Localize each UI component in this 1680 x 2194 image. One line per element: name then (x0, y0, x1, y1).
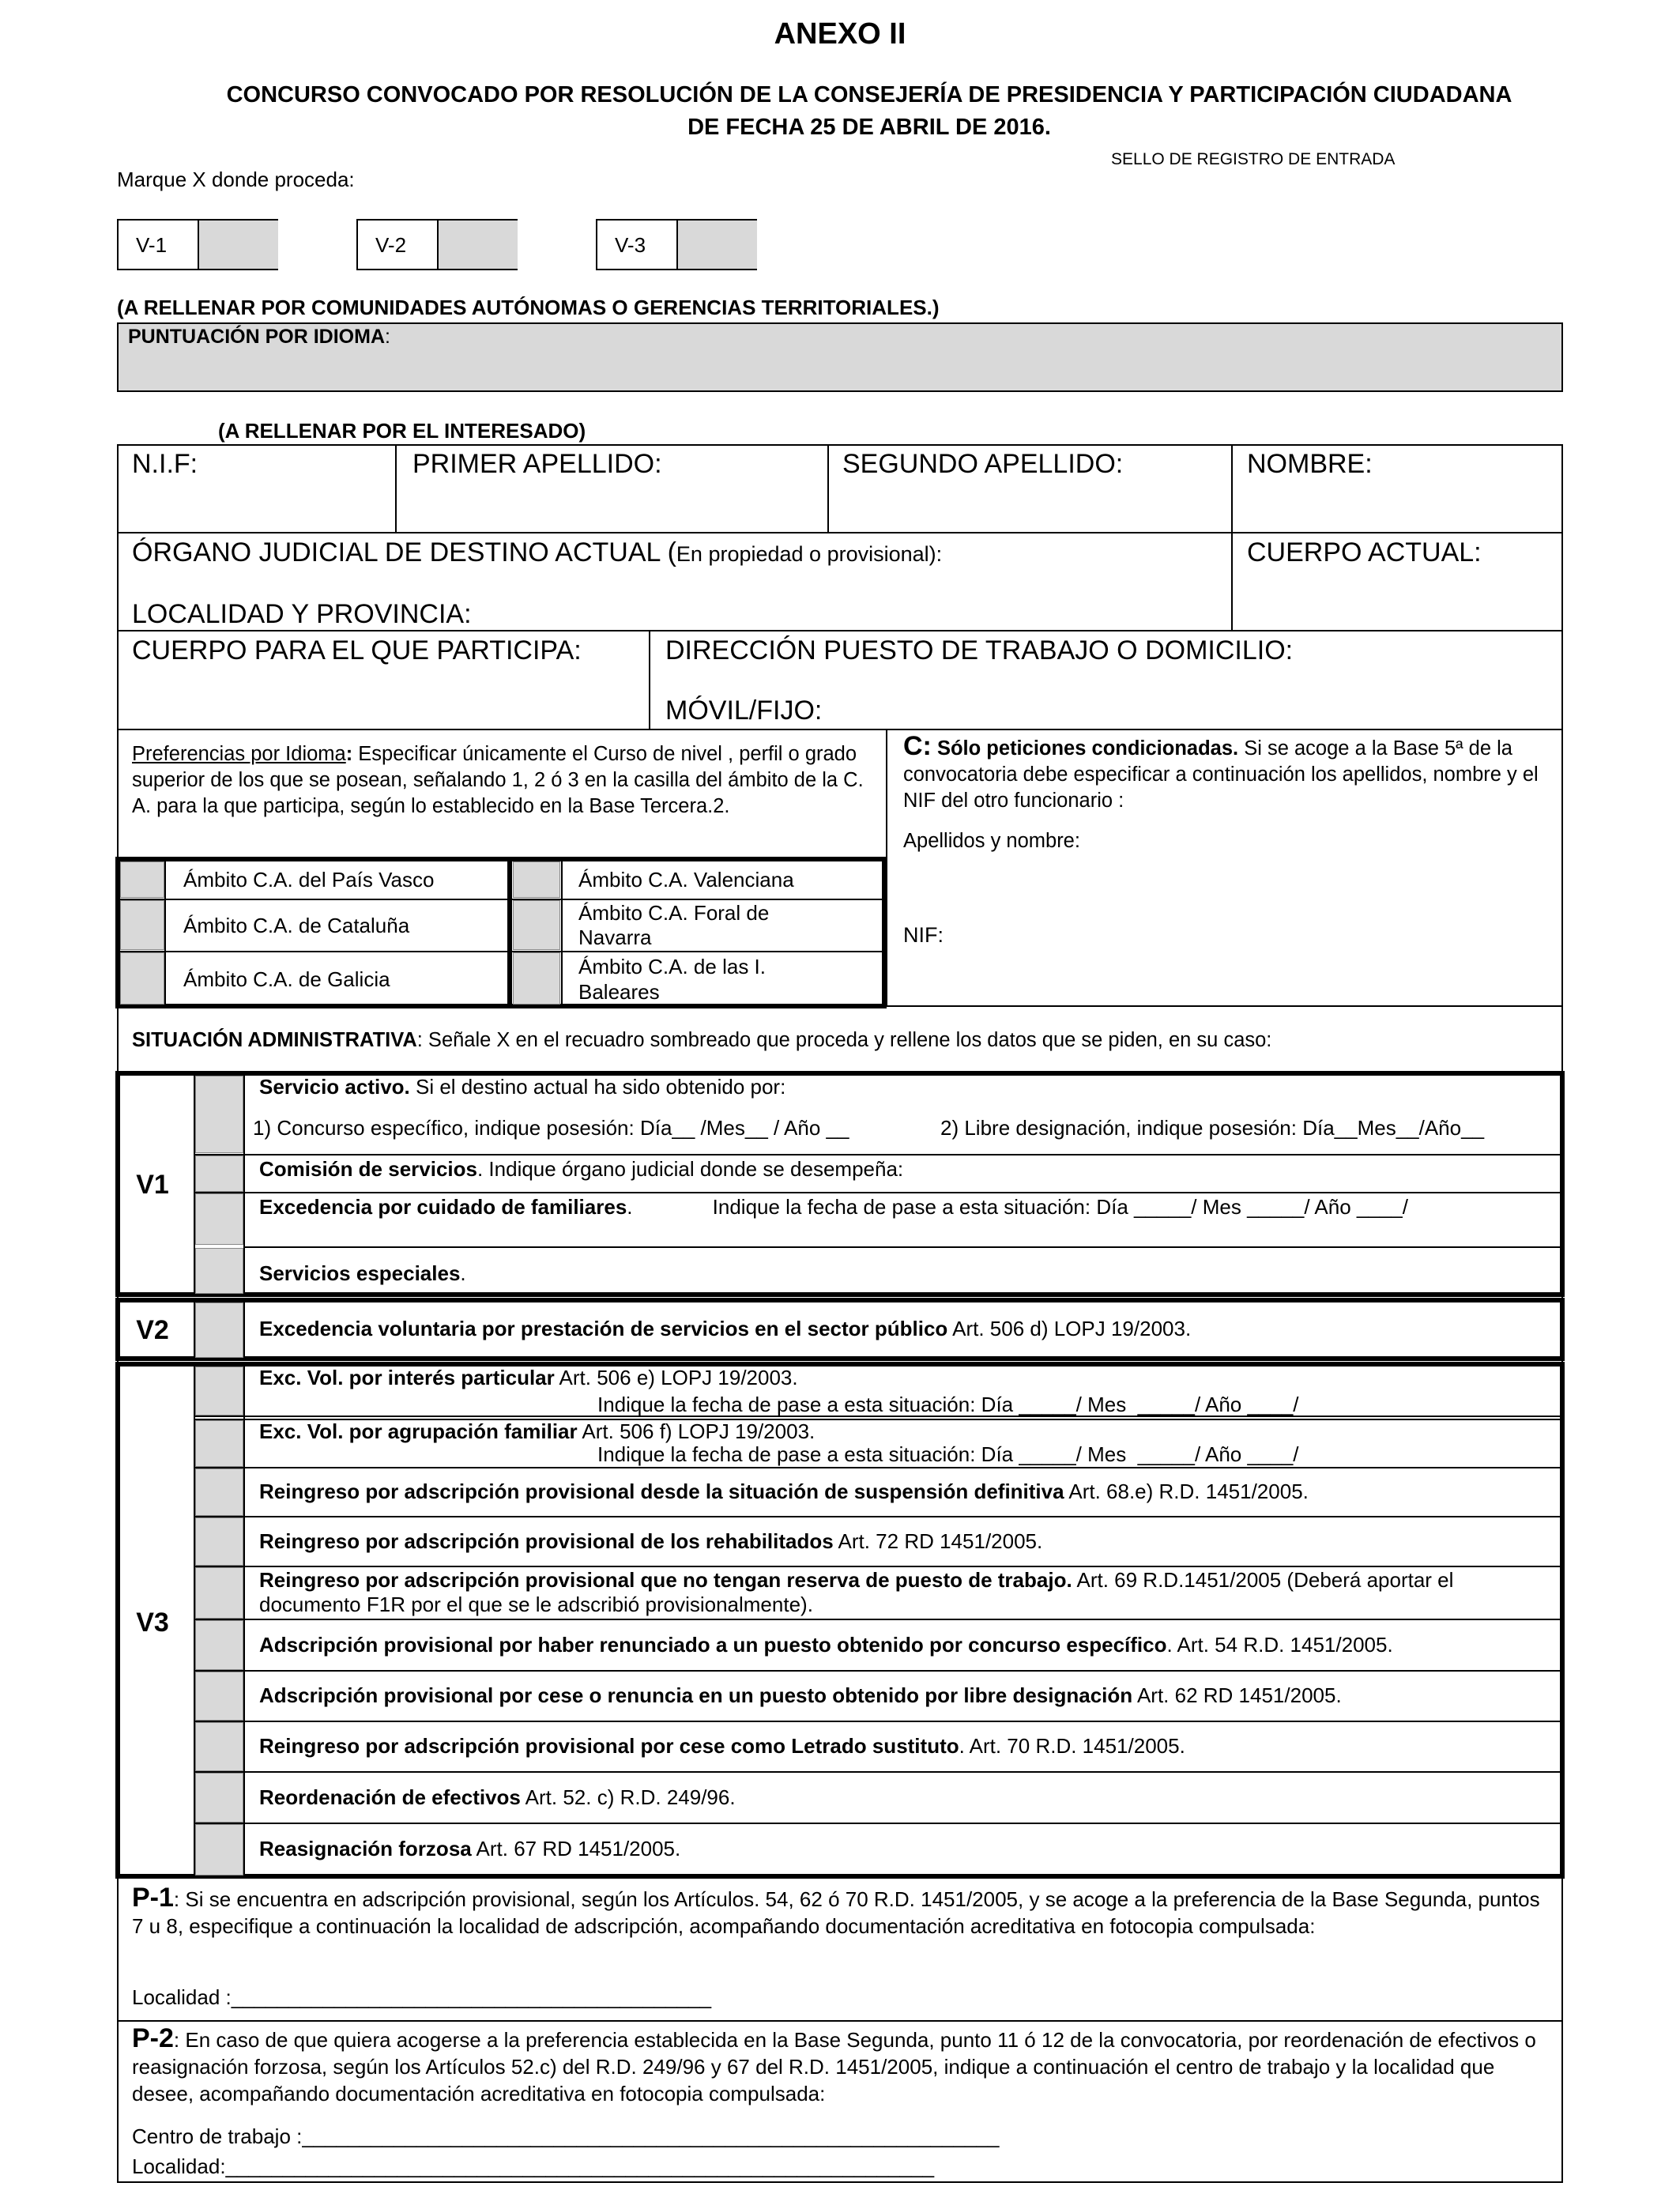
area-label-galicia: Ámbito C.A. de Galicia (183, 967, 390, 991)
option-v3 (596, 219, 757, 270)
v1-specific-contest[interactable]: 1) Concurso específico, indique posesión: Día__ /Mes__ / Año __ (253, 1116, 849, 1140)
area-label-valenciana: Ámbito C.A. Valenciana (578, 868, 794, 892)
area-box-valenciana[interactable] (513, 861, 560, 898)
option-v2-label: V-2 (375, 233, 407, 257)
registration-stamp-label: SELLO DE REGISTRO DE ENTRADA (1111, 150, 1396, 168)
v1-commission-checkbox[interactable] (195, 1155, 243, 1192)
p2-text: P-2: En caso de que quiera acogerse a la preferencia establecida en la Base Segunda, punto 11 ó 12 de la convocatoria, por reordenación de efectivos o reasignación forzosa, según los Artículos 52.c) del R.D. 249/96 y 67 del R.D. 1451/2005, indique a continuación el centro de trabajo y la localidad que desee, acompañando documentación acreditativa en fotocopia compulsada: (132, 2023, 1536, 2105)
area-label-navarra: Ámbito C.A. Foral de Navarra (578, 901, 770, 949)
ccaa-section-title: (A RELLENAR POR COMUNIDADES AUTÓNOMAS O GERENCIAS TERRITORIALES.) (117, 296, 940, 319)
v3-row-rehabilitated: Reingreso por adscripción provisional de los rehabilitados Art. 72 RD 1451/2005. (259, 1529, 1043, 1553)
v3-row-forced-reassignment: Reasignación forzosa Art. 67 RD 1451/2005. (259, 1837, 681, 1860)
conditional-names-field[interactable]: Apellidos y nombre: (903, 830, 1080, 852)
area-label-cataluna: Ámbito C.A. de Cataluña (183, 914, 410, 937)
option-v1 (117, 219, 278, 270)
v3-label: V3 (136, 1608, 169, 1638)
v1-active-checkbox[interactable] (195, 1076, 243, 1153)
v3-checkbox-2[interactable] (195, 1420, 243, 1467)
area-label-pais-vasco: Ámbito C.A. del País Vasco (183, 868, 435, 892)
v3-checkbox-9[interactable] (195, 1773, 243, 1823)
area-box-pais-vasco[interactable] (120, 861, 164, 898)
v2-checkbox[interactable] (195, 1302, 243, 1358)
admin-situation-text: SITUACIÓN ADMINISTRATIVA: Señale X en el recuadro sombreado que proceda y rellene los datos que se piden, en su caso: (132, 1029, 1272, 1051)
option-v2-checkbox[interactable] (437, 221, 518, 269)
area-box-galicia[interactable] (120, 952, 164, 1005)
v3-checkbox-5[interactable] (195, 1567, 243, 1619)
option-v1-checkbox[interactable] (198, 221, 278, 269)
v3-row-renounced-contest: Adscripción provisional por haber renunciado a un puesto obtenido por concurso específico. Art. 54 R.D. 1451/2005. (259, 1633, 1393, 1657)
p1-locality-field[interactable]: Localidad :__________________________________________ (132, 1985, 712, 2009)
current-body-field[interactable]: CUERPO ACTUAL: (1247, 537, 1482, 567)
locality-province-field[interactable]: LOCALIDAD Y PROVINCIA: (132, 599, 472, 629)
nif-field[interactable]: N.I.F: (132, 449, 198, 479)
v3-row-free-designation-cease: Adscripción provisional por cese o renuncia en un puesto obtenido por libre designación Art. 62 RD 1451/2005. (259, 1683, 1342, 1707)
contest-title-line2: DE FECHA 25 DE ABRIL DE 2016. (687, 115, 1051, 140)
option-v2 (356, 219, 518, 270)
v1-special-services: Servicios especiales. (259, 1261, 466, 1285)
v3-checkbox-8[interactable] (195, 1722, 243, 1771)
language-score-field[interactable] (117, 322, 1563, 392)
v3-row-suspension: Reingreso por adscripción provisional desde la situación de suspensión definitiva Art. 68.e) R.D. 1451/2005. (259, 1480, 1309, 1503)
area-box-navarra[interactable] (513, 900, 560, 950)
v3-row-family-leave: Exc. Vol. por agrupación familiar Art. 506 f) LOPJ 19/2003. (259, 1419, 816, 1443)
conditional-nif-field[interactable]: NIF: (903, 923, 944, 947)
v1-leave-checkbox[interactable] (195, 1193, 243, 1245)
v3-checkbox-3[interactable] (195, 1468, 243, 1516)
option-v3-checkbox[interactable] (676, 221, 757, 269)
v1-family-leave: Excedencia por cuidado de familiares. Indique la fecha de pase a esta situación: Día _____/ Mes _____/ Año ____/ (259, 1195, 1408, 1219)
p2-workplace-field[interactable]: Centro de trabajo :_____________________________________________________________ (132, 2124, 1000, 2148)
organ-field[interactable]: ÓRGANO JUDICIAL DE DESTINO ACTUAL (En propiedad o provisional): (132, 537, 943, 567)
address-field[interactable]: DIRECCIÓN PUESTO DE TRABAJO O DOMICILIO: (665, 635, 1294, 665)
v1-label: V1 (136, 1170, 169, 1200)
area-box-cataluna[interactable] (120, 900, 164, 950)
p2-locality-field[interactable]: Localidad:______________________________________________________________ (132, 2154, 935, 2178)
v3-row-substitute-lawyer: Reingreso por adscripción provisional por cese como Letrado sustituto. Art. 70 R.D. 1451/2005. (259, 1734, 1185, 1758)
applicant-section-title: (A RELLENAR POR EL INTERESADO) (218, 419, 586, 443)
language-preferences-text: Preferencias por Idioma: Especificar únicamente el Curso de nivel , perfil o grado superior de los que se posean, señalando 1, 2 ó 3 en la casilla del ámbito de la C. A. para la que participa, según lo establecido en la Base Tercera.2. (132, 743, 864, 817)
v3-checkbox-7[interactable] (195, 1672, 243, 1721)
v2-label: V2 (136, 1315, 169, 1345)
phone-field[interactable]: MÓVIL/FIJO: (665, 696, 823, 726)
v3-checkbox-4[interactable] (195, 1517, 243, 1566)
v3-row-reorganization: Reordenación de efectivos Art. 52. c) R.D. 249/96. (259, 1785, 736, 1809)
conditional-text: C: Sólo peticiones condicionadas. Si se acoge a la Base 5ª de la convocatoria debe especificar a continuación los apellidos, nombre y el NIF del otro funcionario : (903, 731, 1539, 812)
v1-active-service: Servicio activo. Si el destino actual ha sido obtenido por: (259, 1075, 786, 1099)
mark-instruction: Marque X donde proceda: (117, 168, 355, 191)
annex-title: ANEXO II (774, 17, 906, 51)
v3-checkbox-6[interactable] (195, 1620, 243, 1670)
v3-row-interest-leave: Exc. Vol. por interés particular Art. 506 e) LOPJ 19/2003. (259, 1366, 798, 1389)
first-surname-field[interactable]: PRIMER APELLIDO: (412, 449, 662, 479)
v1-special-checkbox[interactable] (195, 1248, 243, 1294)
option-v3-label: V-3 (615, 233, 646, 257)
v3-checkbox-1[interactable] (195, 1367, 243, 1416)
v2-voluntary-leave-public: Excedencia voluntaria por prestación de servicios en el sector público Art. 506 d) LOPJ 19/2003. (259, 1317, 1192, 1340)
second-surname-field[interactable]: SEGUNDO APELLIDO: (842, 449, 1124, 479)
contest-title (119, 82, 1620, 141)
participating-body-field[interactable]: CUERPO PARA EL QUE PARTICIPA: (132, 635, 582, 665)
language-score-label: PUNTUACIÓN POR IDIOMA: (128, 326, 390, 348)
v1-commission-services: Comisión de servicios. Indique órgano judicial donde se desempeña: (259, 1157, 904, 1181)
p1-text: P-1: Si se encuentra en adscripción provisional, según los Artículos. 54, 62 ó 70 R.D. 1451/2005, y se acoge a la preferencia de la Base Segunda, puntos 7 u 8, especifique a continuación la localidad de adscripción, acompañando documentación acreditativa en fotocopia compulsada: (132, 1883, 1540, 1938)
v3-row-family-leave-date[interactable]: Indique la fecha de pase a esta situación: Día _____/ Mes _____/ Año ____/ (597, 1442, 1299, 1466)
v3-checkbox-10[interactable] (195, 1824, 243, 1875)
area-box-baleares[interactable] (513, 952, 560, 1005)
option-v1-label: V-1 (136, 233, 168, 257)
v1-free-designation[interactable]: 2) Libre designación, indique posesión: Día__Mes__/Año__ (940, 1116, 1485, 1140)
contest-title-line1: CONCURSO CONVOCADO POR RESOLUCIÓN DE LA CONSEJERÍA DE PRESIDENCIA Y PARTICIPACIÓN CIUDADANA (226, 82, 1512, 107)
v3-row-interest-leave-date[interactable]: Indique la fecha de pase a esta situación: Día _____/ Mes _____/ Año ____/ (597, 1393, 1299, 1416)
v3-row-no-reserve: Reingreso por adscripción provisional que no tengan reserva de puesto de trabajo. Art. 69 R.D.1451/2005 (Deberá aportar el documento F1R por el que se le adscribió provisionalmente). (259, 1568, 1454, 1616)
name-field[interactable]: NOMBRE: (1247, 449, 1373, 479)
area-label-baleares: Ámbito C.A. de las I. Baleares (578, 955, 766, 1004)
